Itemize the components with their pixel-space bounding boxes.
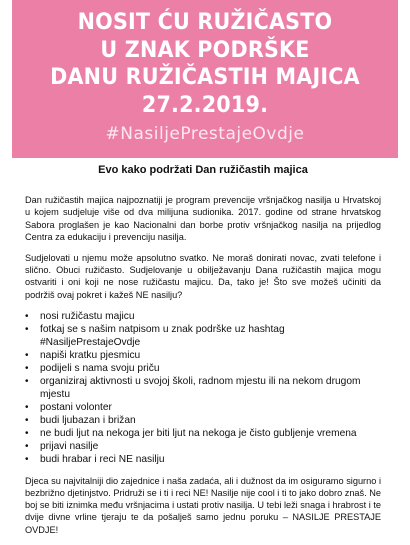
banner-hashtag: #NasiljePrestajeOvdje [105, 124, 305, 144]
list-item [25, 414, 381, 427]
list-item-text: budi ljubazan i brižan [40, 414, 136, 426]
list-item [25, 310, 381, 323]
list-item-text: budi hrabar i reci NE nasilju [40, 453, 165, 465]
list-item-text: napiši kratku pjesmicu [40, 349, 141, 361]
list-item-text: organiziraj aktivnosti u svojoj školi, radnom mjestu ili na nekom drugom mjestu [40, 375, 361, 400]
bullet-icon: • [25, 323, 29, 335]
bullet-icon: • [25, 401, 29, 413]
list-item-text: prijavi nasilje [40, 440, 99, 452]
list-item-text: postani volonter [40, 401, 112, 413]
list-item-text: nosi ružičastu majicu [40, 310, 135, 322]
document-body [25, 164, 381, 545]
participation-paragraph: Sudjelovati u njemu može apsolutno svatko. Ne moraš donirati novac, zvati telefone i slično. Obuci ružičasto. Sudjelovanje u obilježavanju Dana ružičastih majica mogu ostvariti i oni koji ne nose ružičastu majicu. Da, tako je! Što sve možeš učiniti da podržiš ovaj pokret i kažeš NE nasilju? [25, 253, 381, 300]
bullet-icon: • [25, 414, 29, 426]
bullet-icon: • [25, 375, 29, 387]
banner-date: 27.2.2019. [141, 91, 269, 118]
banner-title [27, 0, 382, 119]
list-item-text: fotkaj se s našim natpisom u znak podrške uz hashtag #NasiljePrestajeOvdje [40, 323, 285, 348]
list-item [25, 349, 381, 362]
bullet-icon: • [25, 349, 29, 361]
list-item [25, 453, 381, 466]
bullet-icon: • [25, 310, 29, 322]
pink-shirt-day-banner [12, 0, 398, 158]
list-item-text: ne budi ljut na nekoga jer biti ljut na nekoga je čisto gubljenje vremena [40, 427, 357, 439]
banner-title-line-3: DANU RUŽIČASTIH MAJICA [50, 64, 360, 90]
banner-title-line-2: U ZNAK PODRŠKE [100, 36, 310, 63]
list-item [25, 375, 381, 401]
bullet-icon: • [25, 427, 29, 439]
list-item [25, 427, 381, 440]
banner-title-line-1: NOSIT ĆU RUŽIČASTO [77, 9, 333, 35]
list-item [25, 440, 381, 453]
list-item-text: podijeli s nama svoju priču [40, 362, 160, 374]
list-item [25, 323, 381, 349]
intro-paragraph: Dan ružičastih majica najpoznatiji je program prevencije vršnjačkog nasilja u Hrvatskoj u kojem sudjeluje više od dva milijuna sudionika. 2017. godine od strane hrvatskog Sabora proglašen je kao Nacionalni dan borbe protiv vršnjačkog nasilja na prijedlog Centra za edukaciju i prevenciju nasilja. [25, 195, 381, 242]
support-actions-list [25, 310, 381, 466]
list-item [25, 401, 381, 414]
bullet-icon: • [25, 440, 29, 452]
document-title: Evo kako podržati Dan ružičastih majica [98, 164, 308, 176]
list-item [25, 362, 381, 375]
bullet-icon: • [25, 362, 29, 374]
closing-paragraph: Djeca su najvitalniji dio zajednice i naša zadaća, ali i dužnost da im osiguramo sigurno i bezbrižno djetinjstvo. Pridruži se i ti i reci NE! Nasilje nije cool i ti to jako dobro znaš. Ne boj se biti iznimka među vršnjacima i ustati protiv nasilja. U tebi leži snaga i hrabrost i te dvije divne vrline tjeraju te da pošalješ samo jednu poruku – NASILJE PRESTAJE OVDJE! [25, 475, 381, 535]
bullet-icon: • [25, 453, 29, 465]
